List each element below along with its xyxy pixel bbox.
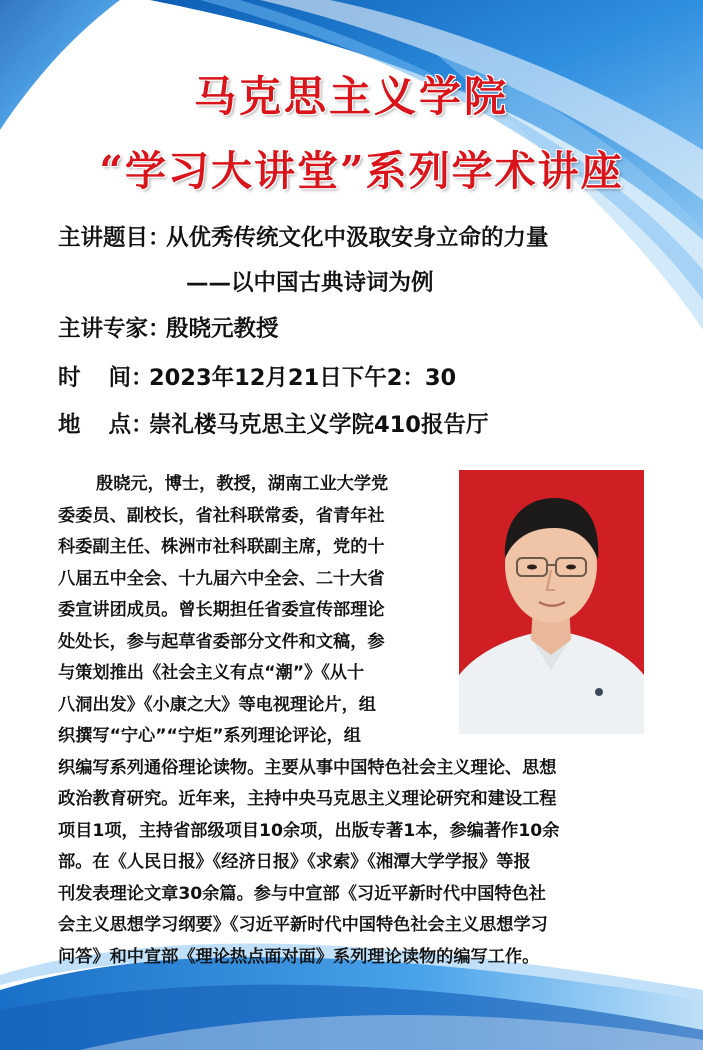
bio-line: 委宣讲团成员。曾长期担任省委宣传部理论 (58, 600, 385, 620)
bio-line: 政治教育研究。近年来，主持中央马克思主义理论研究和建设工程 (58, 789, 557, 809)
place-label: 地 点 (58, 412, 131, 438)
bio-line: 科委副主任、株洲市社科联副主席，党的十 (58, 537, 385, 557)
speaker-row (58, 315, 279, 343)
bio-line: 与策划推出《社会主义有点“潮”》《从十 (58, 663, 365, 683)
bio-line: 部。在《人民日报》《经济日报》《求索》《湘潭大学学报》等报 (58, 852, 531, 872)
bio-line: 八届五中全会、十九届六中全会、二十大省 (58, 568, 385, 589)
bio-line: 会主义思想学习纲要》《习近平新时代中国特色社会主义思想学习 (58, 915, 548, 935)
topic-value: 从优秀传统文化中汲取安身立命的力量 (166, 225, 549, 251)
poster-subtitle: “学习大讲堂”系列学术讲座 (99, 147, 624, 195)
bio-line: 问答》和中宣部《理论热点面对面》系列理论读物的编写工作。 (58, 946, 540, 967)
bio-line: 八洞出发》《小康之大》等电视理论片，组 (58, 694, 376, 715)
place-row (58, 411, 488, 439)
place-value: 崇礼楼马克思主义学院410报告厅 (149, 412, 489, 438)
time-label: 时 间 (58, 365, 131, 391)
bio-line: 处处长，参与起草省委部分文件和文稿，参 (58, 631, 385, 652)
colon: ： (131, 412, 154, 438)
colon: ： (148, 316, 171, 342)
topic-row (58, 224, 549, 252)
colon: ： (131, 365, 154, 391)
bio-line: 刊发表理论文章30余篇。参与中宣部《习近平新时代中国特色社 (58, 883, 546, 904)
time-value: 2023年12月21日下午2：30 (149, 365, 457, 391)
time-row (58, 364, 456, 392)
topic-subtitle: ——以中国古典诗词为例 (186, 270, 434, 296)
bio-line: 委委员、副校长，省社科联常委，省青年社 (58, 505, 385, 526)
bio-line: 殷晓元，博士，教授，湖南工业大学党 (96, 474, 389, 494)
topic-label: 主讲题目 (58, 225, 149, 251)
poster-title: 马克思主义学院 (193, 72, 509, 121)
bio-line: 项目1项，主持省部级项目10余项，出版专著1本，参编著作10余 (58, 820, 560, 841)
speaker-label: 主讲专家 (58, 316, 149, 342)
colon: ： (148, 225, 171, 251)
speaker-biography (58, 469, 658, 973)
bio-line: 织撰写“宁心”“宁炬”系列理论评论，组 (58, 726, 361, 746)
speaker-value: 殷晓元教授 (166, 316, 279, 342)
bio-line: 织编写系列通俗理论读物。主要从事中国特色社会主义理论、思想 (58, 757, 557, 778)
